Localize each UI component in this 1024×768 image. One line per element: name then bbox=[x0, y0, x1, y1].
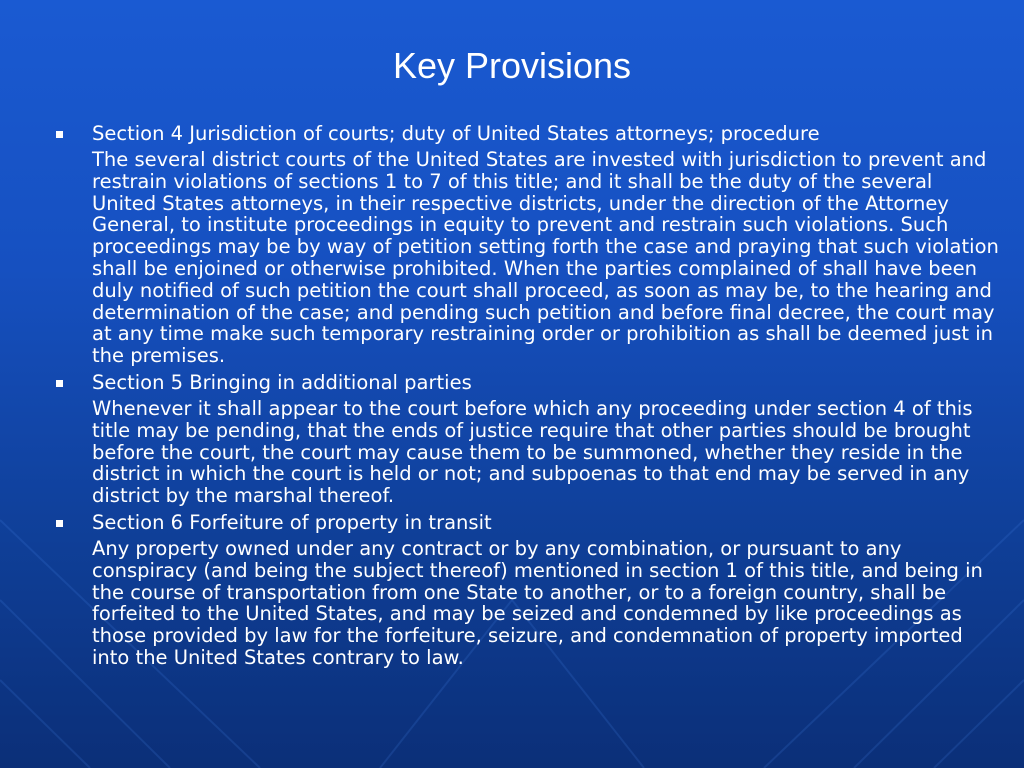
section-4-item bbox=[54, 122, 1000, 367]
bullet-icon bbox=[56, 380, 63, 387]
section-text: Whenever it shall appear to the court before which any proceeding under section 4 of this title may be pending, that the ends of justice require that other parties should be brought before the court, the court may cause them to be summoned, whether they reside in the district in which the court is held or not; and subpoenas to that end may be served in any district by the marshal thereof. bbox=[92, 396, 973, 508]
bullet-icon bbox=[56, 520, 63, 527]
section-heading: Section 4 Jurisdiction of courts; duty of United States attorneys; procedure bbox=[92, 122, 820, 145]
slide-title: Key Provisions bbox=[392, 45, 632, 86]
section-heading: Section 5 Bringing in additional parties bbox=[92, 370, 472, 394]
section-text: The several district courts of the United States are invested with jurisdiction to prevent and restrain violations of sections 1 to 7 of this title; and it shall be the duty of the several United States attorneys, in their respective districts, under the direction of the Attorney General, to institute proceedings in equity to prevent and restrain such violations. Such proceedings may be by way of petition setting forth the case and praying that such violation shall be enjoined or otherwise prohibited. When the parties complained of shall have been duly notified of such petition the court shall proceed, as soon as may be, to the hearing and determination of the case; and pending such petition and before final decree, the court may at any time make such temporary restraining order or prohibition as shall be deemed just in the premises. bbox=[92, 148, 999, 368]
bullet-icon bbox=[56, 131, 63, 138]
slide-content bbox=[54, 122, 1000, 673]
section-heading: Section 6 Forfeiture of property in transit bbox=[92, 510, 492, 534]
section-6-item bbox=[54, 511, 1000, 669]
section-text: Any property owned under any contract or by any combination, or pursuant to any conspiracy (and being the subject thereof) mentioned in section 1 of this title, and being in the course of transportation from one State to another, or to a foreign country, shall be forfeited to the United States, and may be seized and condemned by like proceedings as those provided by law for the forfeiture, seizure, and condemnation of property imported into the United States contrary to law. bbox=[92, 536, 983, 669]
section-5-item bbox=[54, 371, 1000, 507]
